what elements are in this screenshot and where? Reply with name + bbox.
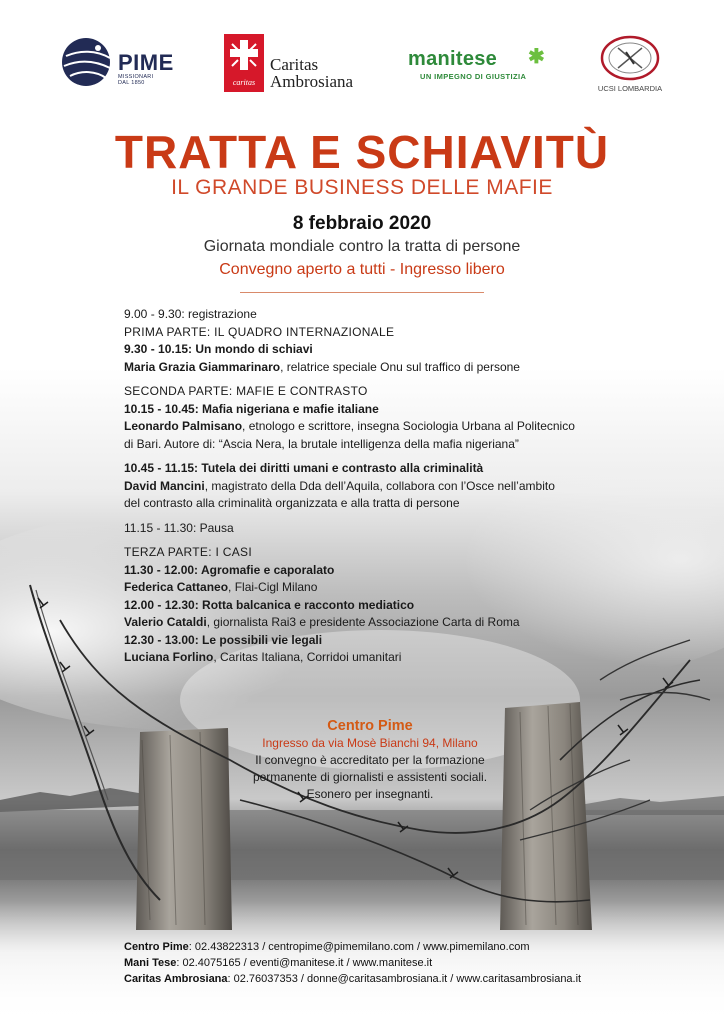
speaker-name: Federica Cattaneo	[124, 580, 229, 594]
caritas-logo	[224, 34, 384, 94]
part3-talk2-time: 12.00 - 12.30: Rotta balcanica e racconto mediatico	[124, 597, 415, 612]
manitese-logo-name: manitese	[408, 48, 498, 70]
part3-talk2-speaker-line	[124, 614, 604, 632]
venue-note-line2: permanente di giornalisti e assistenti sociali.	[252, 770, 488, 784]
caritas-logo-name	[270, 56, 353, 90]
event-occasion: Giornata mondiale contro la tratta di persone	[203, 238, 521, 255]
ucsi-logo	[592, 34, 668, 98]
part1-talk1-time: 9.30 - 10.15: Un mondo di schiavi	[124, 342, 313, 356]
speaker-desc: , Caritas Italiana, Corridoi umanitari	[213, 650, 402, 664]
program	[124, 306, 604, 667]
part3-talk3-time: 12.30 - 13.00: Le possibili vie legali	[124, 632, 323, 647]
part3-heading: TERZA PARTE: I CASI	[124, 545, 252, 559]
part2-talk2-time: 10.45 - 11.15: Tutela dei diritti umani e contrasto alla criminalità	[124, 461, 484, 475]
part1-talk1-speaker-line	[124, 359, 604, 377]
speaker-name: Maria Grazia Giammarinaro	[124, 359, 281, 374]
event-access-note: Convegno aperto a tutti - Ingresso libero	[219, 261, 505, 278]
contact-line	[124, 939, 624, 955]
part2-talk2-speaker-line	[124, 478, 604, 496]
pime-globe-icon	[60, 34, 116, 90]
venue-note-line3: Esonero per insegnanti.	[306, 787, 434, 801]
venue-name: Centro Pime	[327, 718, 413, 734]
pime-logo-name: PIME	[118, 50, 174, 75]
speaker-desc: , magistrato della Dda dell’Aquila, collabora con l’Osce nell’ambito	[204, 478, 555, 493]
contact-info: : 02.43822313 / centropime@pimemilano.com / www.pimemilano.com	[188, 941, 530, 953]
part2-talk1-speaker-line	[124, 418, 604, 436]
contact-org: Caritas Ambrosiana	[124, 973, 228, 985]
manitese-logo	[408, 34, 548, 94]
speaker-name: David Mancini	[124, 478, 205, 493]
speaker-name: Valerio Cataldi	[124, 615, 207, 629]
speaker-desc: , etnologo e scrittore, insegna Sociologia Urbana al Politecnico	[242, 419, 575, 433]
contact-info: : 02.76037353 / donne@caritasambrosiana.it / www.caritasambrosiana.it	[227, 973, 582, 985]
event-date: 8 febbraio 2020	[292, 213, 432, 234]
partner-logos	[0, 34, 724, 104]
contact-line	[124, 971, 624, 987]
manitese-star-icon: ✱	[528, 46, 545, 68]
part3-talk3-speaker-line	[124, 649, 604, 667]
caritas-logo-name-line2: Ambrosiana	[270, 72, 354, 91]
speaker-desc: , Flai-Cigl Milano	[228, 580, 318, 594]
divider	[240, 292, 484, 293]
ucsi-seal-icon	[592, 34, 668, 82]
manitese-logo-tagline: UN IMPEGNO DI GIUSTIZIA	[420, 72, 527, 81]
ucsi-logo-tagline: UCSI LOMBARDIA	[597, 84, 663, 93]
venue-info	[230, 718, 510, 803]
contact-info: : 02.4075165 / eventi@manitese.it / www.manitese.it	[176, 957, 433, 969]
speaker-name: Luciana Forlino	[124, 650, 214, 664]
speaker-name: Leonardo Palmisano	[124, 419, 243, 433]
caritas-logo-name-line1: Caritas	[270, 55, 319, 74]
contact-org: Mani Tese	[124, 957, 177, 969]
part2-talk1-time: 10.15 - 10.45: Mafia nigeriana e mafie italiane	[124, 401, 379, 416]
caritas-cross-icon	[224, 34, 264, 92]
part2-talk2-desc-line2: del contrasto alla criminalità organizzata e alla tratta di persone	[124, 496, 460, 510]
contact-line	[124, 955, 624, 971]
venue-note-line1: Il convegno è accreditato per la formazione	[255, 753, 485, 767]
venue-address: Ingresso da via Mosè Bianchi 94, Milano	[262, 736, 478, 750]
part3-talk1-speaker-line	[124, 579, 604, 597]
page-title: TRATTA E SCHIAVITÙ	[114, 126, 610, 178]
part2-heading: SECONDA PARTE: MAFIE E CONTRASTO	[124, 384, 368, 398]
contacts	[124, 939, 624, 987]
registration-line: 9.00 - 9.30: registrazione	[124, 307, 257, 321]
part2-talk1-desc-line2: di Bari. Autore di: “Ascia Nera, la brutale intelligenza della mafia nigeriana”	[124, 436, 519, 451]
page-subtitle: IL GRANDE BUSINESS DELLE MAFIE	[171, 176, 553, 199]
part3-talk1-time: 11.30 - 12.00: Agromafie e caporalato	[124, 562, 335, 577]
part1-heading: PRIMA PARTE: IL QUADRO INTERNAZIONALE	[124, 324, 395, 339]
contact-org: Centro Pime	[124, 941, 189, 953]
pause-line: 11.15 - 11.30: Pausa	[124, 520, 234, 535]
pime-logo-tagline: MISSIONARI DAL 1850	[118, 74, 154, 86]
pime-logo	[60, 34, 174, 95]
speaker-desc: , giornalista Rai3 e presidente Associazione Carta di Roma	[206, 615, 520, 629]
speaker-desc: , relatrice speciale Onu sul traffico di persone	[280, 359, 520, 374]
caritas-box-word: caritas	[232, 78, 256, 87]
